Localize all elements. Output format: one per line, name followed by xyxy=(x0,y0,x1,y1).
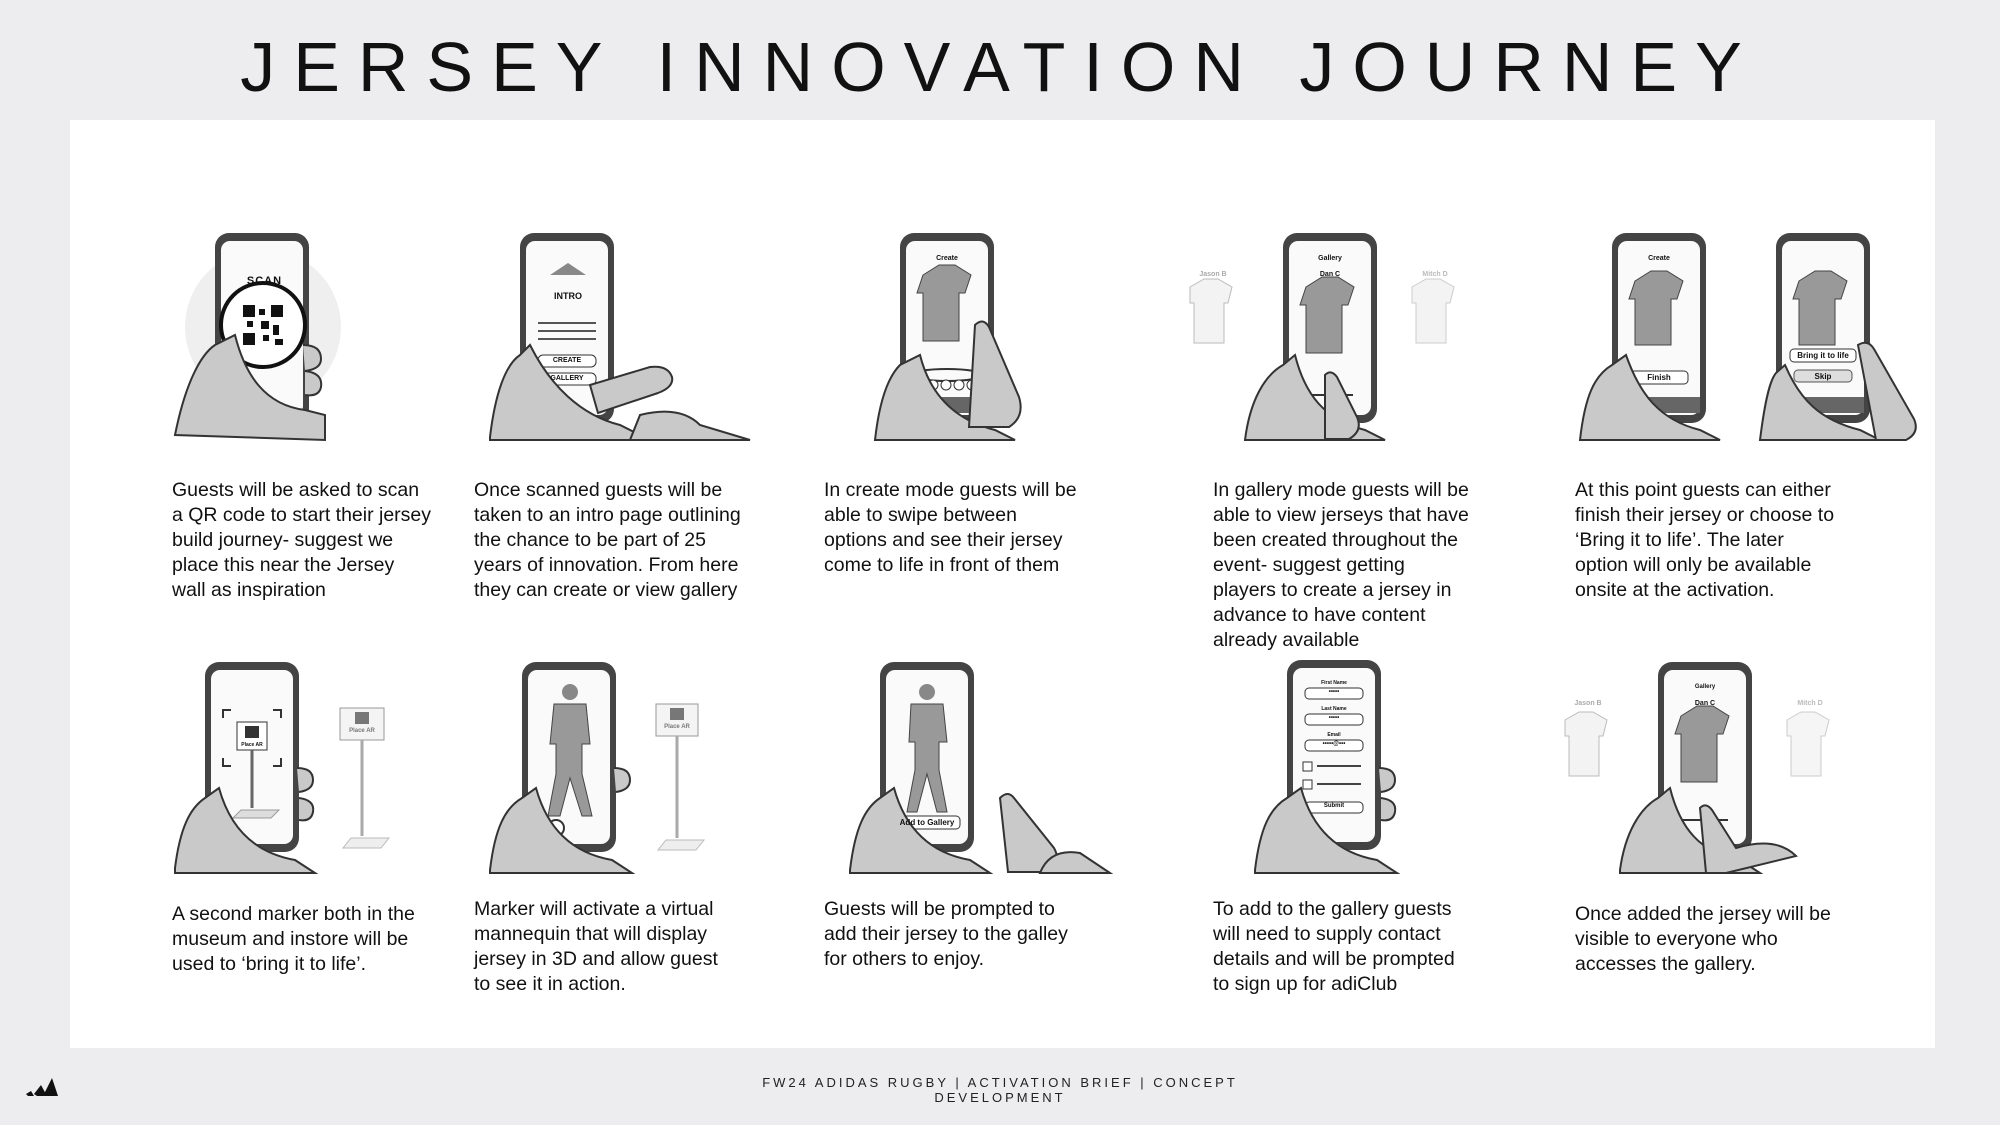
step-6-marker xyxy=(175,658,395,873)
jersey-name-right: Mitch D xyxy=(1422,271,1448,278)
gallery-label: Gallery xyxy=(1318,255,1342,262)
step-1-scan xyxy=(175,225,355,440)
step-4-caption: In gallery mode guests will be able to view jerseys that have been created throughout the event- suggest getting players to create a jersey in advance to have content already available xyxy=(1213,479,1469,651)
bring-to-life-button[interactable]: Bring it to life xyxy=(1797,351,1849,360)
step-10-gallery xyxy=(1560,658,1860,873)
gallery-label: Gallery xyxy=(1694,684,1716,690)
step-7-caption: Marker will activate a virtual mannequin that will display jersey in 3D and allow guest to see it in action. xyxy=(474,898,718,995)
phone-finish-illustration xyxy=(1580,225,1925,440)
phone-create-illustration xyxy=(875,225,1115,440)
create-button[interactable]: CREATE xyxy=(552,357,582,364)
intro-label: INTRO xyxy=(554,291,582,301)
place-ar-stand-label: Place AR xyxy=(349,728,375,734)
adidas-logo-icon xyxy=(24,1074,58,1101)
step-2-intro xyxy=(490,225,750,440)
place-ar-screen-label: Place AR xyxy=(241,742,263,748)
jersey-name-left: Jason B xyxy=(1574,700,1602,707)
step-6-caption: A second marker both in the museum and instore will be used to ‘bring it to life’. xyxy=(172,903,415,975)
phone-scan-illustration xyxy=(175,225,355,440)
step-3-create xyxy=(875,225,1115,440)
jersey-name-center: Dan C xyxy=(1694,700,1716,707)
step-4-gallery xyxy=(1185,225,1485,440)
phone-gallery-final-illustration xyxy=(1560,658,1860,873)
phone-marker-illustration xyxy=(175,658,395,873)
step-5-finish xyxy=(1580,225,1925,440)
jersey-name-right: Mitch D xyxy=(1797,700,1823,707)
last-name-field[interactable]: ••••• xyxy=(1328,715,1340,721)
step-9-caption: To add to the gallery guests will need to supply contact details and will be prompted to sign up for adiClub xyxy=(1213,898,1455,995)
phone-mannequin-illustration xyxy=(490,658,710,873)
finish-button[interactable]: Finish xyxy=(1647,373,1671,382)
first-name-label: First Name xyxy=(1321,680,1347,686)
email-field[interactable]: •••••@••• xyxy=(1322,741,1346,747)
step-1-caption: Guests will be asked to scan a QR code to start their jersey build journey- suggest we place this near the Jersey wall as inspiration xyxy=(172,479,432,601)
create-label: Create xyxy=(1648,255,1670,262)
footer-text: FW24 ADIDAS RUGBY | ACTIVATION BRIEF | CONCEPT DEVELOPMENT xyxy=(762,1075,1238,1105)
add-to-gallery-button[interactable]: Add to Gallery xyxy=(899,818,955,827)
step-8-caption: Guests will be prompted to add their jersey to the galley for others to enjoy. xyxy=(824,898,1068,970)
phone-intro-illustration xyxy=(490,225,750,440)
create-label: Create xyxy=(936,255,958,262)
step-9-form xyxy=(1255,658,1425,873)
step-7-mannequin xyxy=(490,658,710,873)
step-3-caption: In create mode guests will be able to swipe between options and see their jersey come to life in front of them xyxy=(824,479,1077,576)
jersey-name-left: Jason B xyxy=(1199,271,1227,278)
step-5-caption: At this point guests can either finish their jersey or choose to ‘Bring it to life’. The later option will only be available onsite at the activation. xyxy=(1575,479,1835,601)
email-label: Email xyxy=(1327,732,1341,738)
step-2-caption: Once scanned guests will be taken to an intro page outlining the chance to be part of 25 years of innovation. From here they can create or view gallery xyxy=(474,479,741,601)
step-10-caption: Once added the jersey will be visible to everyone who accesses the gallery. xyxy=(1575,903,1831,975)
phone-add-gallery-illustration xyxy=(850,658,1110,873)
jersey-name-center: Dan C xyxy=(1319,271,1341,278)
last-name-label: Last Name xyxy=(1321,706,1347,712)
skip-button[interactable]: Skip xyxy=(1814,372,1832,381)
page-title: JERSEY INNOVATION JOURNEY xyxy=(240,28,1760,106)
scan-label: SCAN xyxy=(246,275,283,287)
submit-button[interactable]: Submit xyxy=(1323,803,1345,809)
place-ar-stand-label: Place AR xyxy=(664,724,690,730)
gallery-button[interactable]: GALLERY xyxy=(550,375,584,382)
first-name-field[interactable]: ••••• xyxy=(1328,689,1340,695)
step-8-add-gallery xyxy=(850,658,1110,873)
